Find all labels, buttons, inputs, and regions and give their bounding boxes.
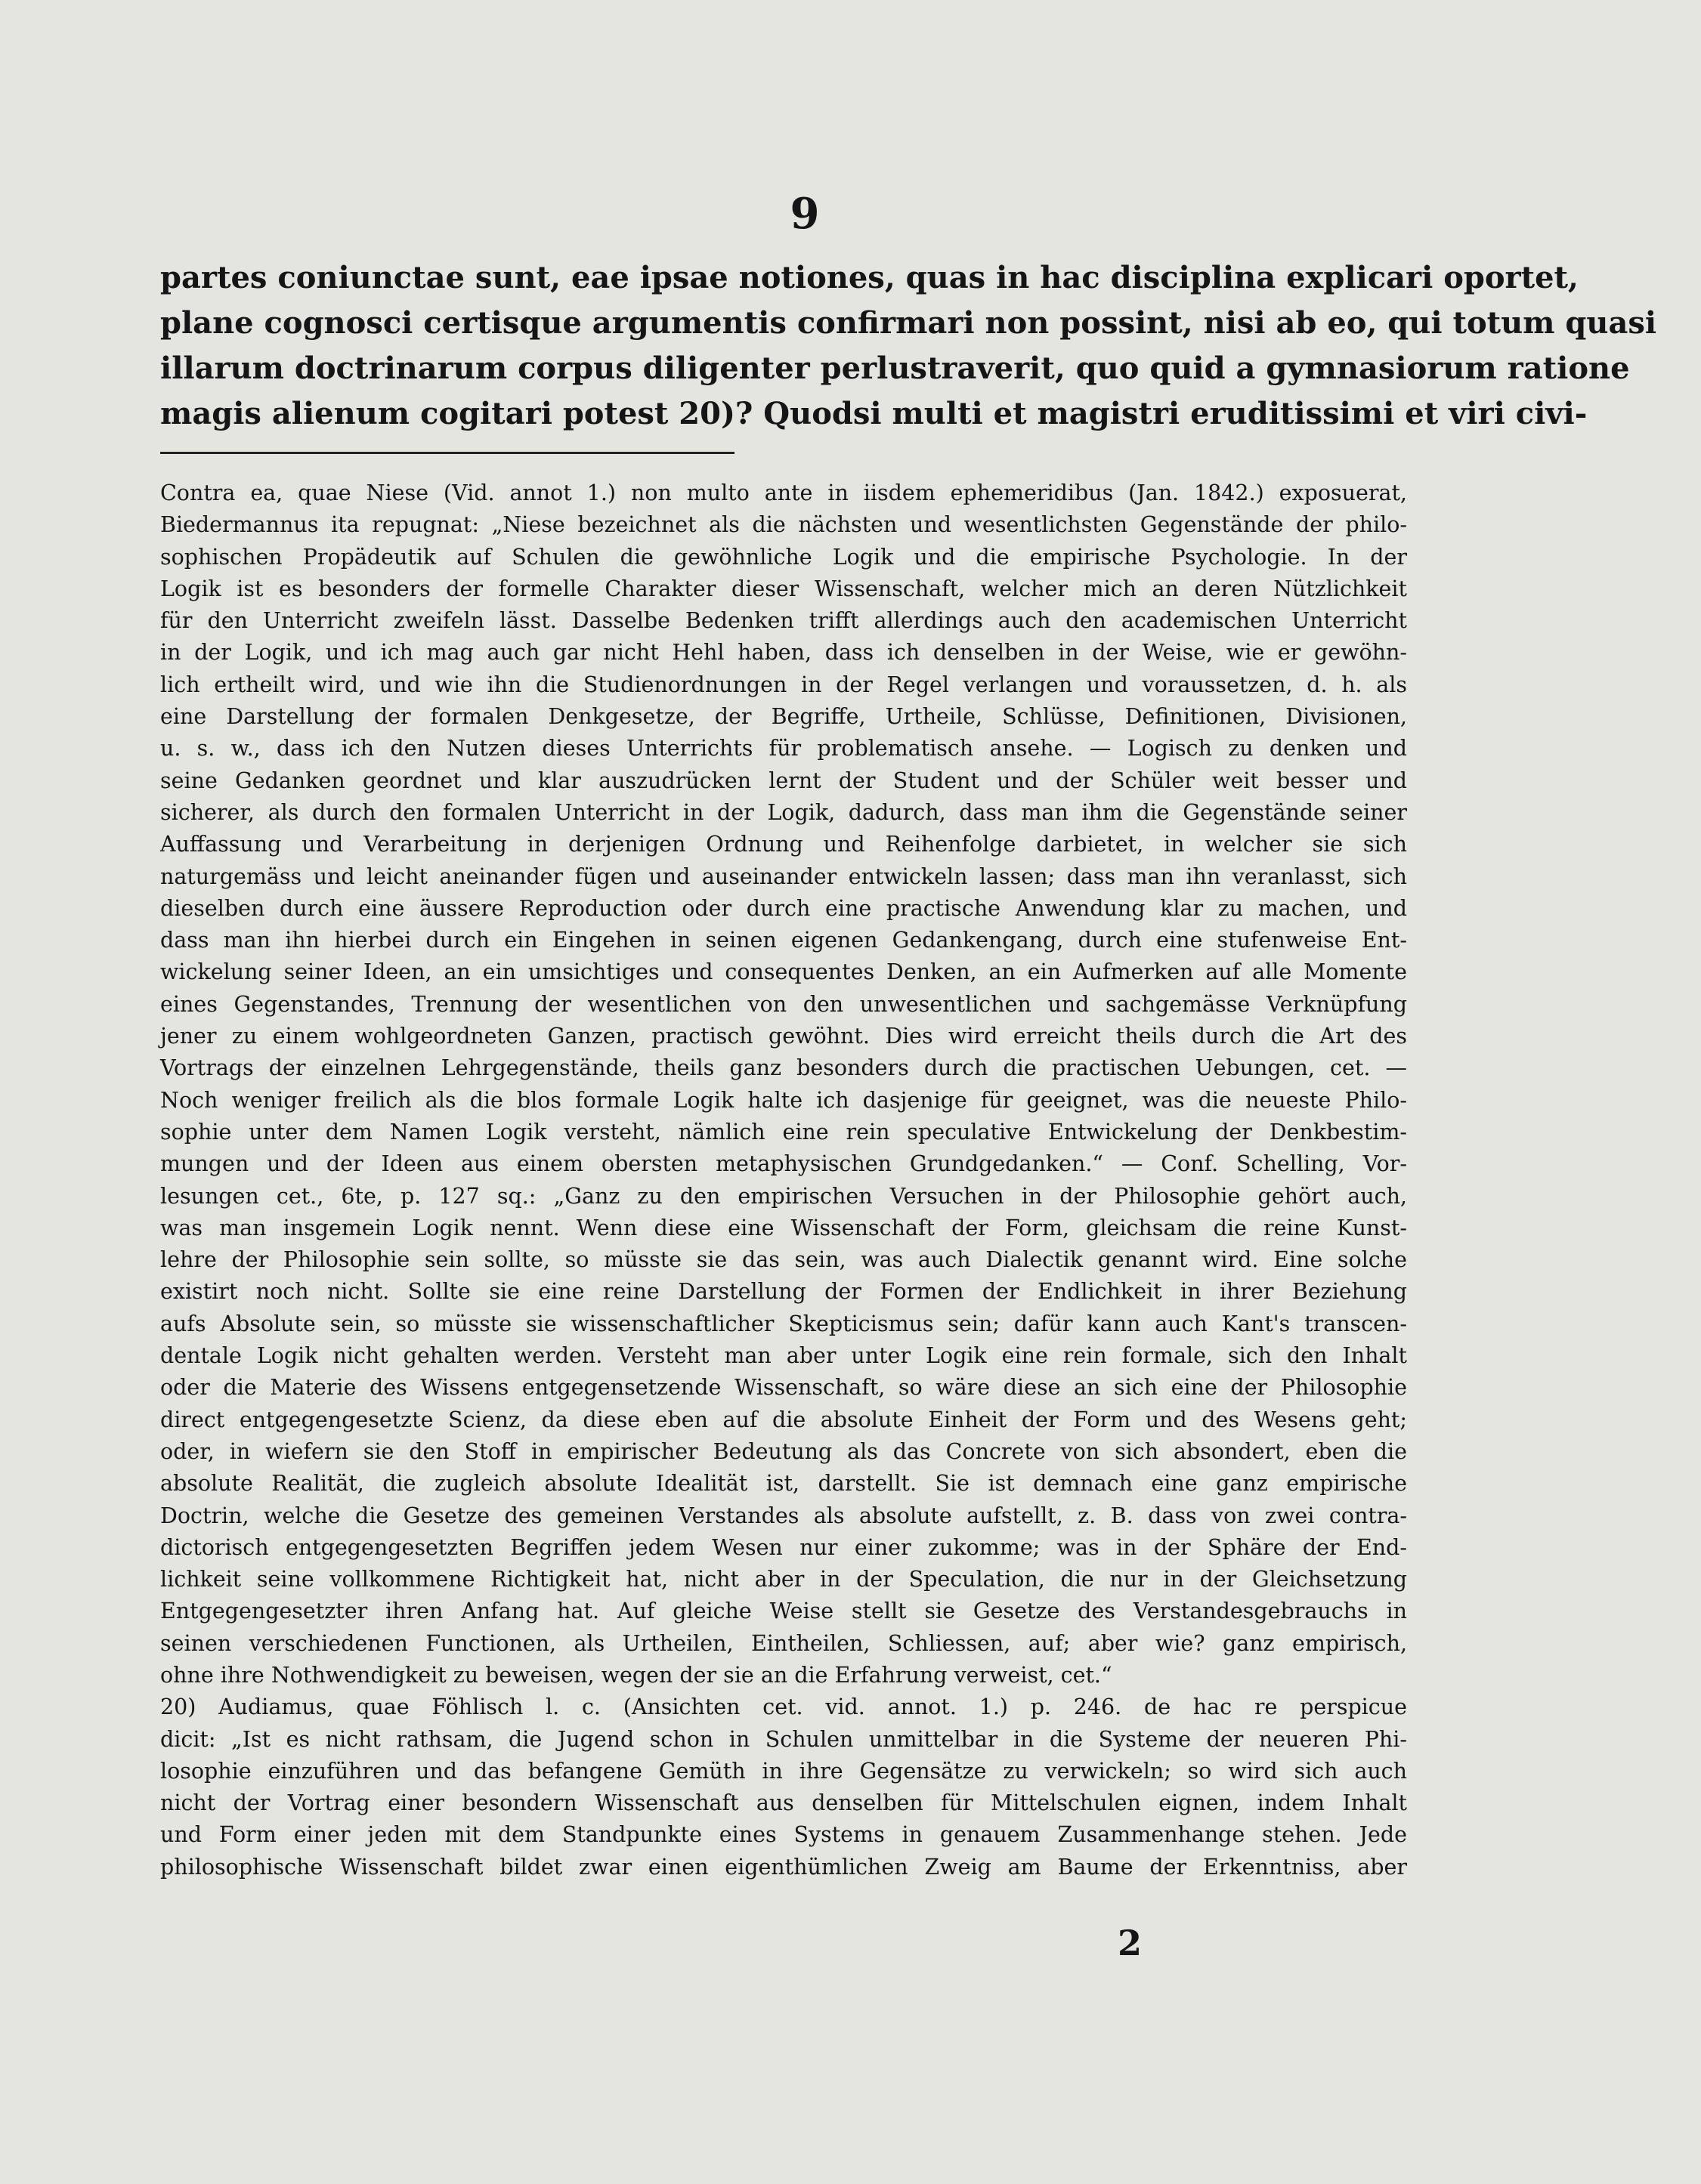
footnote-line: naturgemäss und leicht aneinander fügen und auseinander entwickeln lassen; dass man ihn veranlasst, sich [160, 863, 1407, 889]
footnote-line: ohne ihre Nothwendigkeit zu beweisen, wegen der sie an die Erfahrung verweist, cet.“ [160, 1662, 1112, 1688]
footnote-line: oder, in wiefern sie den Stoff in empirischer Bedeutung als das Concrete von sich absondert, eben die [160, 1438, 1407, 1464]
footnote-line: Auffassung und Verarbeitung in derjenigen Ordnung und Reihenfolge darbietet, in welcher sie sich [160, 832, 1407, 857]
footnote-line: lichkeit seine vollkommene Richtigkeit hat, nicht aber in der Speculation, die nur in der Gleichsetzung [160, 1567, 1407, 1592]
footnote-line: lesungen cet., 6te, p. 127 sq.: „Ganz zu den empirischen Versuchen in der Philosophie gehört auch, [160, 1183, 1407, 1209]
footnote-line: u. s. w., dass ich den Nutzen dieses Unterrichts für problematisch ansehe. — Logisch zu denken und [160, 736, 1407, 761]
footnote-line: Doctrin, welche die Gesetze des gemeinen Verstandes als absolute aufstellt, z. B. dass von zwei contra- [160, 1503, 1407, 1528]
footnote-line: Logik ist es besonders der formelle Charakter dieser Wissenschaft, welcher mich an deren Nützlichkeit [160, 576, 1407, 601]
footnote-line: nicht der Vortrag einer besondern Wissenschaft aus denselben für Mittelschulen eignen, indem Inhalt [160, 1790, 1407, 1816]
footnotes [160, 477, 1407, 1883]
footnote-line: in der Logik, und ich mag auch gar nicht Hehl haben, dass ich denselben in der Weise, wie er gewöhn- [160, 640, 1407, 666]
page-number: 9 [790, 189, 820, 239]
footnote-line: Contra ea, quae Niese (Vid. annot 1.) non multo ante in iisdem ephemeridibus (Jan. 1842.) exposuerat, [160, 480, 1407, 505]
footnote-separator-rule [160, 452, 735, 454]
footnote-line: Noch weniger freilich als die blos formale Logik halte ich dasjenige für geeignet, was die neueste Philo- [160, 1087, 1407, 1113]
footnote-line: losophie einzuführen und das befangene Gemüth in ihre Gegensätze zu verwickeln; so wird sich auch [160, 1758, 1407, 1784]
footnote-line: direct entgegengesetzte Scienz, da diese eben auf die absolute Einheit der Form und des Wesens geht; [160, 1407, 1407, 1432]
footnote-line: seinen verschiedenen Functionen, als Urtheilen, Eintheilen, Schliessen, auf; aber wie? ganz empirisch, [160, 1630, 1407, 1656]
footnote-line: dieselben durch eine äussere Reproduction oder durch eine practische Anwendung klar zu machen, und [160, 895, 1407, 921]
footnote-line: dicit: „Ist es nicht rathsam, die Jugend schon in Schulen unmittelbar in die Systeme der neueren Phi- [160, 1726, 1407, 1752]
footnote-line: mungen und der Ideen aus einem obersten metaphysischen Grundgedanken.“ — Conf. Schelling, Vor- [160, 1151, 1407, 1177]
signature-mark: 2 [1117, 1923, 1142, 1963]
body-text-line: illarum doctrinarum corpus diligenter perlustraverit, quo quid a gymnasiorum ratione [160, 351, 1630, 386]
footnote-line: dentale Logik nicht gehalten werden. Versteht man aber unter Logik eine rein formale, sich den Inhalt [160, 1343, 1407, 1369]
footnote-line: was man insgemein Logik nennt. Wenn diese eine Wissenschaft der Form, gleichsam die reine Kunst- [160, 1215, 1407, 1240]
footnote-line: philosophische Wissenschaft bildet zwar einen eigenthümlichen Zweig am Baume der Erkenntniss, aber [160, 1854, 1407, 1880]
footnote-line: eine Darstellung der formalen Denkgesetze, der Begriffe, Urtheile, Schlüsse, Definitionen, Divisionen, [160, 704, 1407, 730]
footnote-line: Biedermannus ita repugnat: „Niese bezeichnet als die nächsten und wesentlichsten Gegenstände der philo- [160, 512, 1407, 538]
footnote-line: aufs Absolute sein, so müsste sie wissenschaftlicher Skepticismus sein; dafür kann auch Kant's transcen- [160, 1311, 1407, 1336]
footnote-line: dictorisch entgegengesetzten Begriffen jedem Wesen nur einer zukomme; was in der Sphäre der End- [160, 1534, 1407, 1560]
footnote-line: seine Gedanken geordnet und klar auszudrücken lernt der Student und der Schüler weit besser und [160, 768, 1407, 793]
footnote-line: wickelung seiner Ideen, an ein umsichtiges und consequentes Denken, an ein Aufmerken auf alle Momente [160, 959, 1407, 985]
footnote-line: dass man ihn hierbei durch ein Eingehen in seinen eigenen Gedankengang, durch eine stufenweise Ent- [160, 928, 1407, 953]
main-text [160, 255, 1657, 437]
body-text-line: partes coniunctae sunt, eae ipsae notiones, quas in hac disciplina explicari oportet, [160, 260, 1579, 295]
footnote-line: existirt noch nicht. Sollte sie eine reine Darstellung der Formen der Endlichkeit in ihrer Beziehung [160, 1279, 1407, 1305]
footnote-line: 20) Audiamus, quae Föhlisch l. c. (Ansichten cet. vid. annot. 1.) p. 246. de hac re perspicue [160, 1694, 1407, 1720]
body-text-line: magis alienum cogitari potest 20)? Quodsi multi et magistri eruditissimi et viri civi- [160, 396, 1588, 431]
footnote-line: Entgegengesetzter ihren Anfang hat. Auf gleiche Weise stellt sie Gesetze des Verstandesgebrauchs in [160, 1599, 1407, 1624]
footnote-line: sicherer, als durch den formalen Unterricht in der Logik, dadurch, dass man ihm die Gegenstände seiner [160, 799, 1407, 825]
footnote-line: lich ertheilt wird, und wie ihn die Studienordnungen in der Regel verlangen und voraussetzen, d. h. als [160, 672, 1407, 697]
footnote-line: oder die Materie des Wissens entgegensetzende Wissenschaft, so wäre diese an sich eine der Philosophie [160, 1375, 1407, 1401]
footnote-line: absolute Realität, die zugleich absolute Idealität ist, darstellt. Sie ist demnach eine ganz empirische [160, 1471, 1407, 1497]
footnote-line: für den Unterricht zweifeln lässt. Dasselbe Bedenken trifft allerdings auch den academischen Unterricht [160, 608, 1407, 634]
footnote-line: lehre der Philosophie sein sollte, so müsste sie das sein, was auch Dialectik genannt wird. Eine solche [160, 1247, 1407, 1273]
footnote-line: jener zu einem wohlgeordneten Ganzen, practisch gewöhnt. Dies wird erreicht theils durch die Art des [160, 1024, 1407, 1049]
footnote-line: Vortrags der einzelnen Lehrgegenstände, theils ganz besonders durch die practischen Uebungen, cet. — [160, 1055, 1407, 1081]
footnote-line: eines Gegenstandes, Trennung der wesentlichen von den unwesentlichen und sachgemässe Verknüpfung [160, 991, 1407, 1017]
footnote-line: und Form einer jeden mit dem Standpunkte eines Systems in genauem Zusammenhange stehen. Jede [160, 1822, 1407, 1848]
body-text-line: plane cognosci certisque argumentis confirmari non possint, nisi ab eo, qui totum quasi [160, 305, 1657, 341]
footnote-line: sophischen Propädeutik auf Schulen die gewöhnliche Logik und die empirische Psychologie. In der [160, 544, 1407, 570]
footnote-line: sophie unter dem Namen Logik versteht, nämlich eine rein speculative Entwickelung der Denkbestim- [160, 1119, 1407, 1145]
